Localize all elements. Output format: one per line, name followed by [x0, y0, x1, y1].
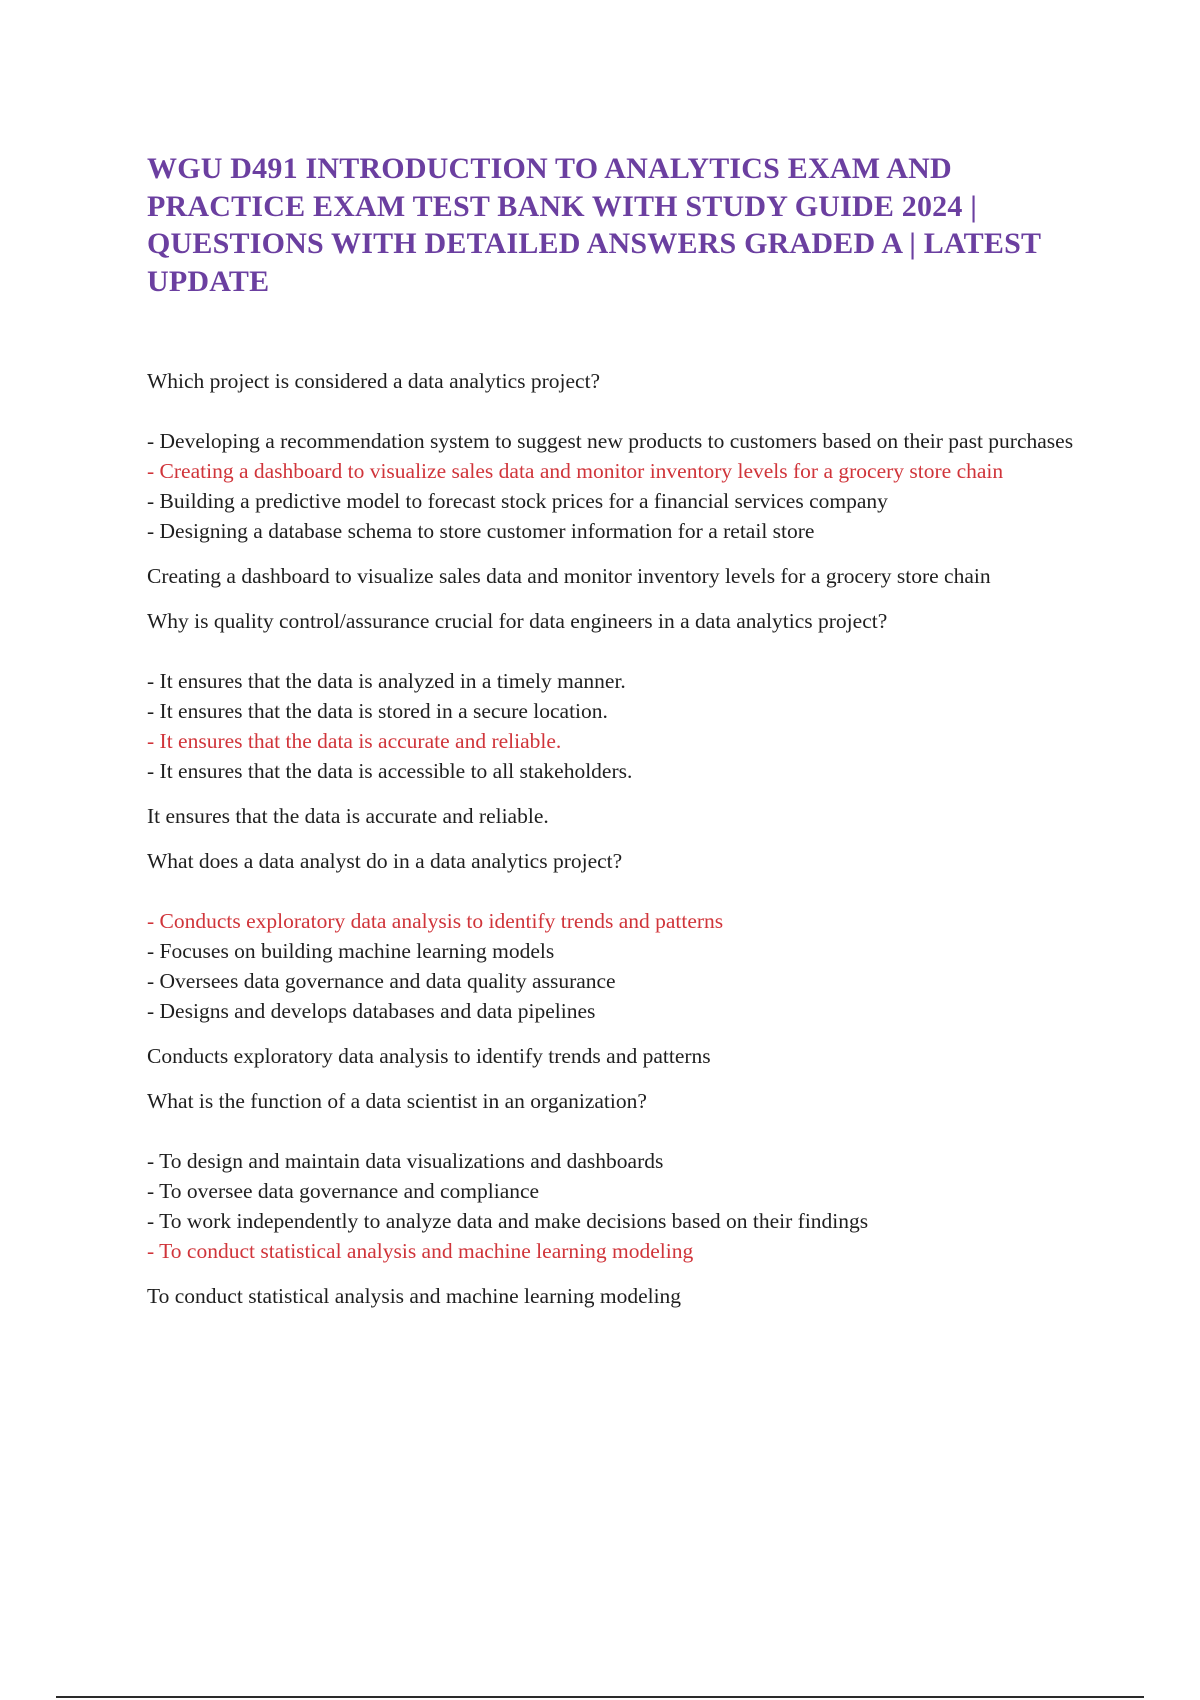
question-block-3	[147, 846, 1087, 1071]
option-list	[147, 666, 1087, 786]
option: - To work independently to analyze data and make decisions based on their findings	[147, 1209, 869, 1233]
option: - Oversees data governance and data quality assurance	[147, 969, 616, 993]
option-correct: - Conducts exploratory data analysis to identify trends and patterns	[147, 909, 724, 933]
option: - Focuses on building machine learning models	[147, 939, 555, 963]
option: - It ensures that the data is analyzed in a timely manner.	[147, 669, 626, 693]
question-list	[147, 366, 1087, 1326]
question-text: Why is quality control/assurance crucial for data engineers in a data analytics project?	[147, 609, 888, 633]
answer-text: It ensures that the data is accurate and reliable.	[147, 804, 549, 828]
option-correct: - To conduct statistical analysis and machine learning modeling	[147, 1239, 694, 1263]
option: - To oversee data governance and compliance	[147, 1179, 540, 1203]
option: - To design and maintain data visualizations and dashboards	[147, 1149, 664, 1173]
answer-text: Conducts exploratory data analysis to identify trends and patterns	[147, 1044, 711, 1068]
question-block-4	[147, 1086, 1087, 1311]
answer-text: To conduct statistical analysis and machine learning modeling	[147, 1284, 682, 1308]
option-correct: - It ensures that the data is accurate and reliable.	[147, 729, 562, 753]
option: - Building a predictive model to forecast stock prices for a financial services company	[147, 489, 888, 513]
question-text: Which project is considered a data analytics project?	[147, 369, 601, 393]
question-block-1	[147, 366, 1087, 591]
footer-divider	[56, 1696, 1144, 1698]
option: - It ensures that the data is accessible to all stakeholders.	[147, 759, 633, 783]
answer-text: Creating a dashboard to visualize sales data and monitor inventory levels for a grocery store chain	[147, 564, 991, 588]
question-block-2	[147, 606, 1087, 831]
option: - Developing a recommendation system to suggest new products to customers based on their past purchases	[147, 429, 1074, 453]
question-text: What does a data analyst do in a data analytics project?	[147, 849, 623, 873]
option-list	[147, 906, 1087, 1026]
question-text: What is the function of a data scientist in an organization?	[147, 1089, 647, 1113]
option-correct: - Creating a dashboard to visualize sales data and monitor inventory levels for a grocery store chain	[147, 459, 1004, 483]
option: - Designing a database schema to store customer information for a retail store	[147, 519, 815, 543]
option-list	[147, 426, 1087, 546]
document-title: WGU D491 INTRODUCTION TO ANALYTICS EXAM AND PRACTICE EXAM TEST BANK WITH STUDY GUIDE 2024 | QUESTIONS WITH DETAILED ANSWERS GRADED A | LATEST UPDATE	[147, 152, 1041, 298]
option-list	[147, 1146, 1087, 1266]
option: - Designs and develops databases and data pipelines	[147, 999, 596, 1023]
option: - It ensures that the data is stored in a secure location.	[147, 699, 608, 723]
